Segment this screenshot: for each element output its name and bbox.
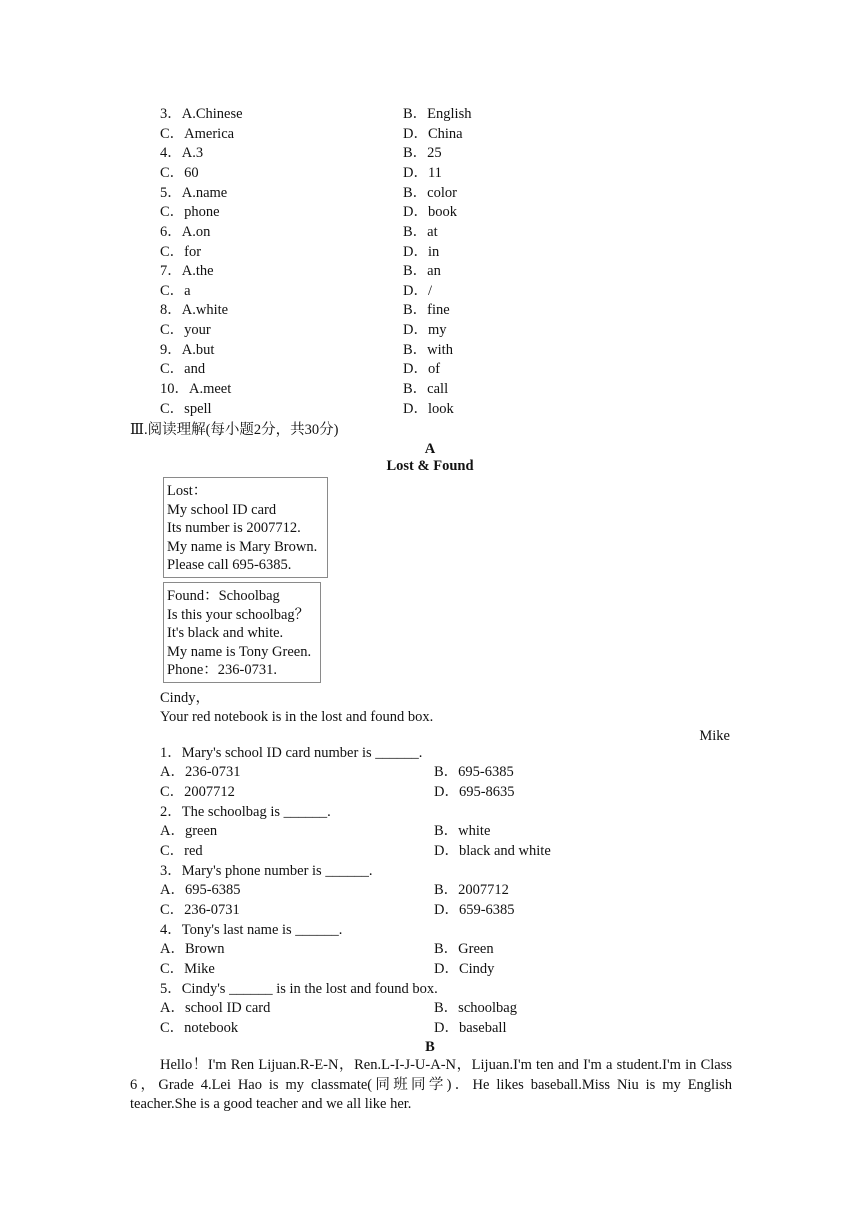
answer-option: C．236-0731 (160, 902, 240, 918)
option-right: D．/ (403, 283, 432, 299)
passage-a-letter: A (424, 441, 436, 457)
answer-option: D．black and white (434, 843, 551, 859)
lost-notice-box (163, 477, 328, 578)
option-right: D．book (403, 204, 457, 220)
answer-option: C．Mike (160, 961, 215, 977)
answer-option: C．notebook (160, 1020, 239, 1036)
passage-b-letter: B (425, 1039, 435, 1055)
answer-option: A．school ID card (160, 1000, 271, 1016)
answer-option: B．schoolbag (434, 1000, 517, 1016)
lost-notice-line: Its number is 2007712. (167, 520, 301, 536)
found-notice-line: It's black and white. (167, 625, 284, 641)
option-right: B．with (403, 342, 453, 358)
option-right: D．of (403, 361, 441, 377)
option-right: B．at (403, 224, 438, 240)
answer-option: B．white (434, 823, 491, 839)
answer-option: D．659-6385 (434, 902, 515, 918)
option-left: C．and (160, 361, 206, 377)
option-left: C．for (160, 244, 202, 260)
option-left: 6．A.on (160, 224, 211, 240)
question-stem: 2．The schoolbag is ______. (160, 804, 331, 820)
option-left: 3．A.Chinese (160, 106, 243, 122)
found-notice-line: Found：Schoolbag (167, 588, 280, 604)
question-stem: 4．Tony's last name is ______. (160, 922, 343, 938)
option-left: 5．A.name (160, 185, 228, 201)
option-right: B．an (403, 263, 441, 279)
note-signature: Mike (699, 728, 730, 744)
answer-option: A．Brown (160, 941, 225, 957)
option-right: D．China (403, 126, 463, 142)
found-notice-line: Is this your schoolbag？ (167, 606, 310, 623)
lost-notice-line: My school ID card (167, 501, 277, 518)
answer-option: D．Cindy (434, 961, 495, 977)
option-right: B．fine (403, 302, 450, 318)
question-stem: 3．Mary's phone number is ______. (160, 863, 373, 879)
passage-b-text: Hello！I'm Ren Lijuan.R-E-N，Ren.L-I-J-U-A-N，Lijuan.I'm ten and I'm a student.I'm in Class 6，Grade 4.Lei Hao is my classmate(同班同学)．He likes baseball.Miss Niu is my English teacher.She is a good teacher and we all like her. (130, 1057, 732, 1112)
option-right: B．English (403, 106, 472, 122)
answer-option: A．695-6385 (160, 882, 241, 898)
answer-option: D．695-8635 (434, 784, 515, 800)
option-left: 4．A.3 (160, 145, 204, 161)
option-left: C．phone (160, 204, 220, 220)
option-left: C．America (160, 126, 235, 142)
option-left: C．a (160, 283, 191, 299)
lost-notice-line: Lost： (167, 483, 208, 499)
answer-option: D．baseball (434, 1020, 507, 1036)
question-stem: 5．Cindy's ______ is in the lost and found box. (160, 981, 438, 997)
option-right: B．color (403, 185, 457, 201)
option-right: D．look (403, 401, 454, 417)
option-right: D．11 (403, 165, 442, 181)
option-left: 10．A.meet (160, 381, 232, 397)
option-right: D．in (403, 244, 440, 260)
answer-option: B．695-6385 (434, 764, 514, 780)
option-left: 7．A.the (160, 263, 214, 279)
answer-option: B．Green (434, 941, 494, 957)
option-left: 8．A.white (160, 302, 229, 318)
answer-option: C．2007712 (160, 784, 235, 800)
answer-option: C．red (160, 843, 203, 859)
lost-notice-line: My name is Mary Brown. (167, 538, 318, 555)
found-notice-box (163, 582, 321, 683)
answer-option: A．green (160, 823, 218, 839)
found-notice-line: My name is Tony Green. (167, 643, 312, 660)
question-stem: 1．Mary's school ID card number is ______. (160, 745, 423, 761)
option-left: C．60 (160, 165, 199, 181)
note-body: Your red notebook is in the lost and found box. (160, 709, 434, 725)
found-notice-line: Phone：236-0731. (167, 662, 277, 678)
option-left: C．spell (160, 401, 212, 417)
option-left: C．your (160, 322, 211, 338)
note-greeting: Cindy， (160, 690, 210, 706)
answer-option: B．2007712 (434, 882, 509, 898)
section-heading: Ⅲ.阅读理解(每小题2分，共30分) (130, 422, 339, 438)
answer-option: A．236-0731 (160, 764, 241, 780)
lost-notice-line: Please call 695-6385. (167, 557, 292, 573)
option-right: B．call (403, 381, 449, 397)
option-right: B．25 (403, 145, 442, 161)
option-right: D．my (403, 322, 447, 338)
option-left: 9．A.but (160, 342, 215, 358)
passage-a-title: Lost & Found (386, 458, 474, 474)
